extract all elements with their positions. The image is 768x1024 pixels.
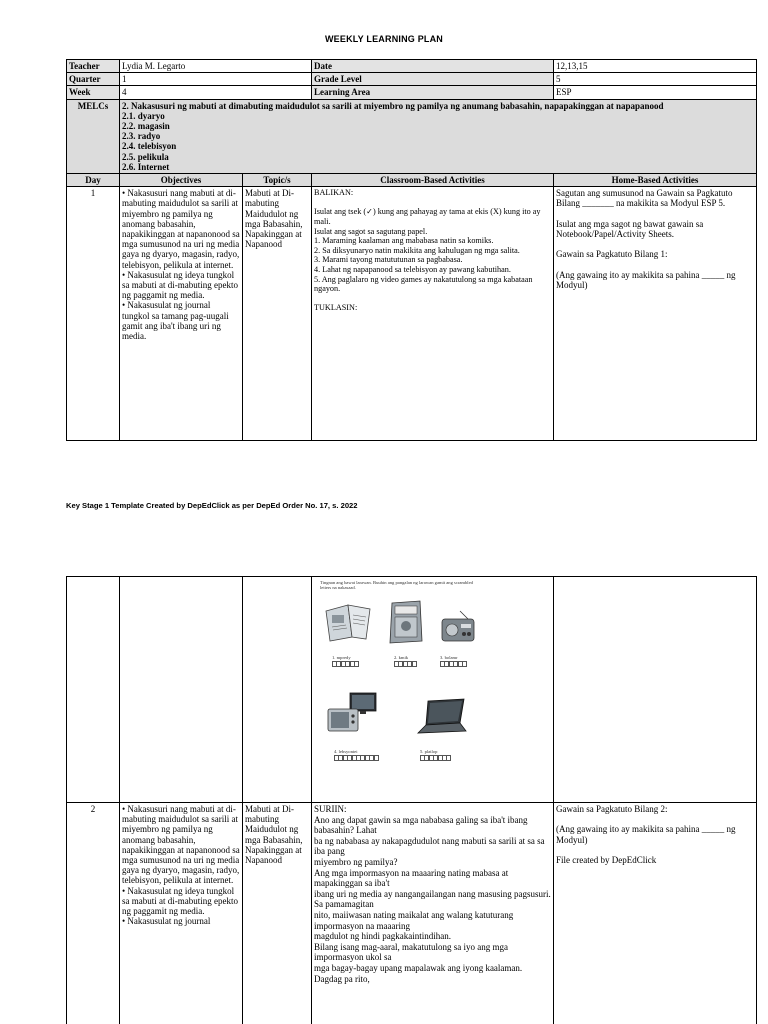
table-row-continued — [67, 577, 757, 803]
header-row-quarter — [67, 73, 757, 86]
topics-cell-empty — [243, 577, 312, 803]
col-classroom: Classroom-Based Activities — [312, 174, 554, 187]
answer-boxes-5 — [420, 755, 451, 761]
worksheet-cell — [312, 577, 554, 803]
area-label: Learning Area — [312, 86, 554, 99]
quarter-value: 1 — [120, 73, 312, 86]
answer-box — [446, 755, 451, 761]
answer-boxes-1 — [332, 661, 358, 667]
topics-cell: Mabuti at Di-mabuting Maidudulot ng mga Babasahin, Napakinggan at Napanood — [243, 803, 312, 1024]
classroom-cell: SURIIN: Ano ang dapat gawin sa mga nababasa galing sa iba't ibang babasahin? Lahat ba ng nababasa ay nakapagdudulot nang mabuti sa sarili at sa sa iba pang miyembro ng pamilya? Ang mga impormasyon na maaaring nating mabasa at mapakinggan sa iba't ibang uri ng media ay nangangailangan nang masusing pagsusuri. Sa pamamagitan nito, maiiwasan nating maikalat ang walang katuturang impormasyon na maaaring magdulot ng hindi pagkakaintindihan. Bilang isang mag-aaral, makatutulong sa iyo ang mga impormasyon ukol sa mga bagay-bagay upang mapalawak ang iyong kaalaman. Dagdag pa rito, — [312, 803, 554, 1024]
header-row-teacher — [67, 60, 757, 73]
date-value: 12,13,15 — [554, 60, 757, 73]
comic-book-icon — [386, 599, 426, 645]
home-cell: Sagutan ang sumusunod na Gawain sa Pagkatuto Bilang _______ na makikita sa Modyul ESP 5. Isulat ang mga sagot ng bawat gawain sa Notebook/Papel/Activity Sheets. Gawain sa Pagkatuto Bilang 1: (Ang gawaing ito ay makikita sa pahina _____ ng Modyul) — [554, 187, 757, 441]
week-label: Week — [67, 86, 120, 99]
col-home: Home-Based Activities — [554, 174, 757, 187]
newspaper-icon — [322, 601, 374, 643]
col-topics: Topic/s — [243, 174, 312, 187]
objectives-cell: • Nakasusuri nang mabuti at di-mabuting maidudulot sa sarili at miyembro ng pamilya ng anomang babasahin, napakikinggan at napanonood sa mga sumusunod na uri ng media gaya ng dyaryo, magasin, radyo, telebisyon, pelikula at internet. • Nakasusulat ng ideya tungkol sa mabuti at di-mabuting epekto ng paggamit ng media. • Nakasusulat ng journal tungkol sa tamang pag-uugali gamit ang iba't ibang uri ng media. — [120, 187, 243, 441]
quarter-label: Quarter — [67, 73, 120, 86]
day-cell: 2 — [67, 803, 120, 1024]
home-cell-empty — [554, 577, 757, 803]
grade-value: 5 — [554, 73, 757, 86]
worksheet-item-1: 1. mpredy — [332, 655, 351, 660]
date-label: Date — [312, 60, 554, 73]
melcs-text: 2. Nakasusuri ng mabuti at dimabuting maidudulot sa sarili at miyembro ng pamilya ng anumang babasahin, napapakinggan at napapanood 2.1. dyaryo 2.2. magasin 2.3. radyo 2.4. telebisyon 2.5. pelikula 2.6. Internet — [120, 99, 757, 173]
col-objectives: Objectives — [120, 174, 243, 187]
grade-label: Grade Level — [312, 73, 554, 86]
learning-plan-table-page1 — [66, 59, 757, 441]
home-cell: Gawain sa Pagkatuto Bilang 2: (Ang gawaing ito ay makikita sa pahina _____ ng Modyul) File created by DepEdClick — [554, 803, 757, 1024]
worksheet-instructions: Tingnan ang bawat larawan. Buuhin ang pangalan ng larawan gamit ang scrambled letters na nakasaad. — [320, 580, 473, 591]
objectives-cell-empty — [120, 577, 243, 803]
table-row — [67, 803, 757, 1024]
template-footer: Key Stage 1 Template Created by DepEdClick as per DepEd Order No. 17, s. 2022 — [66, 501, 358, 510]
answer-box — [412, 661, 417, 667]
melcs-label: MELCs — [67, 99, 120, 173]
answer-box — [462, 661, 467, 667]
melcs-row — [67, 99, 757, 173]
answer-boxes-2 — [394, 661, 416, 667]
header-row-week — [67, 86, 757, 99]
objectives-cell: • Nakasusuri nang mabuti at di-mabuting maidudulot sa sarili at miyembro ng pamilya ng anomang babasahin, napakikinggan at napanonood sa mga sumusunod na uri ng media gaya ng dyaryo, magasin, radyo, telebisyon, pelikula at internet. • Nakasusulat ng ideya tungkol sa mabuti at di-mabuting epekto ng paggamit ng media. • Nakasusulat ng journal — [120, 803, 243, 1024]
document-title: WEEKLY LEARNING PLAN — [324, 34, 443, 44]
laptop-icon — [414, 697, 470, 737]
area-value: ESP — [554, 86, 757, 99]
worksheet-item-5: 5. platlop — [420, 749, 438, 754]
classroom-cell: BALIKAN: Isulat ang tsek (✓) kung ang pahayag ay tama at ekis (X) kung ito ay mali. Isulat ang sagot sa sagutang papel. 1. Maraming kaalaman ang mababasa natin sa komiks. 2. Sa diksyunaryo natin makikita ang kahulugan ng mga salita. 3. Marami tayong matututunan sa pagbabasa. 4. Lahat ng napapanood sa telebisyon ay pawang kabutihan. 5. Ang paglalaro ng video games ay nakatutulong sa mga kabataan ngayon. TUKLASIN: — [312, 187, 554, 441]
television-icon — [324, 691, 380, 739]
worksheet-item-2: 2. kmik — [394, 655, 409, 660]
col-day: Day — [67, 174, 120, 187]
worksheet-item-4: 4. lebsyontei — [334, 749, 358, 754]
week-value: 4 — [120, 86, 312, 99]
worksheet-image — [314, 579, 486, 797]
day-cell: 1 — [67, 187, 120, 441]
teacher-label: Teacher — [67, 60, 120, 73]
column-header-row — [67, 174, 757, 187]
teacher-value: Lydia M. Legarto — [120, 60, 312, 73]
answer-boxes-3 — [440, 661, 466, 667]
answer-box — [354, 661, 359, 667]
worksheet-item-3: 3. bolamr — [440, 655, 458, 660]
learning-plan-table-page2 — [66, 576, 757, 1024]
answer-box — [374, 755, 379, 761]
topics-cell: Mabuti at Di-mabuting Maidudulot ng mga Babasahin, Napakinggan at Napanood — [243, 187, 312, 441]
day-cell-empty — [67, 577, 120, 803]
answer-boxes-4 — [334, 755, 378, 761]
radio-icon — [438, 609, 478, 643]
table-row — [67, 187, 757, 441]
